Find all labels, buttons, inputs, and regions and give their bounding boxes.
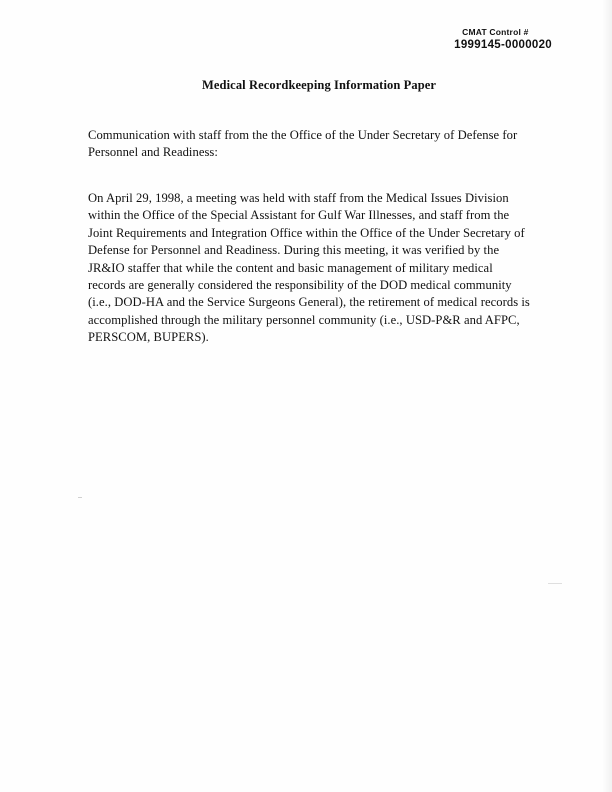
scan-artifact-left — [78, 497, 82, 498]
scan-artifact-right — [548, 583, 562, 584]
paragraph-body: On April 29, 1998, a meeting was held with staff from the Medical Issues Division within the Office of the Special Assistant for Gulf War Illnesses, and staff from the Joint Requirements and Integration Office within the Office of the Under Secretary of Defense for Personnel and Readiness. During this meeting, it was verified by the JR&IO staffer that while the content and basic management of military medical records are generally considered the responsibility of the DOD medical community (i.e., DOD-HA and the Service Surgeons General), the retirement of medical records is accomplished through the military personnel community (i.e., USD-P&R and AFPC, PERSCOM, BUPERS). — [88, 191, 530, 345]
cmat-control-number: 1999145-0000020 — [454, 38, 552, 51]
paragraph-intro: Communication with staff from the the Office of the Under Secretary of Defense for Personnel and Readiness: — [88, 128, 518, 160]
cmat-control-label: CMAT Control # — [462, 27, 529, 37]
page-title: Medical Recordkeeping Information Paper — [202, 78, 437, 92]
cmat-control-stamp — [454, 28, 552, 52]
